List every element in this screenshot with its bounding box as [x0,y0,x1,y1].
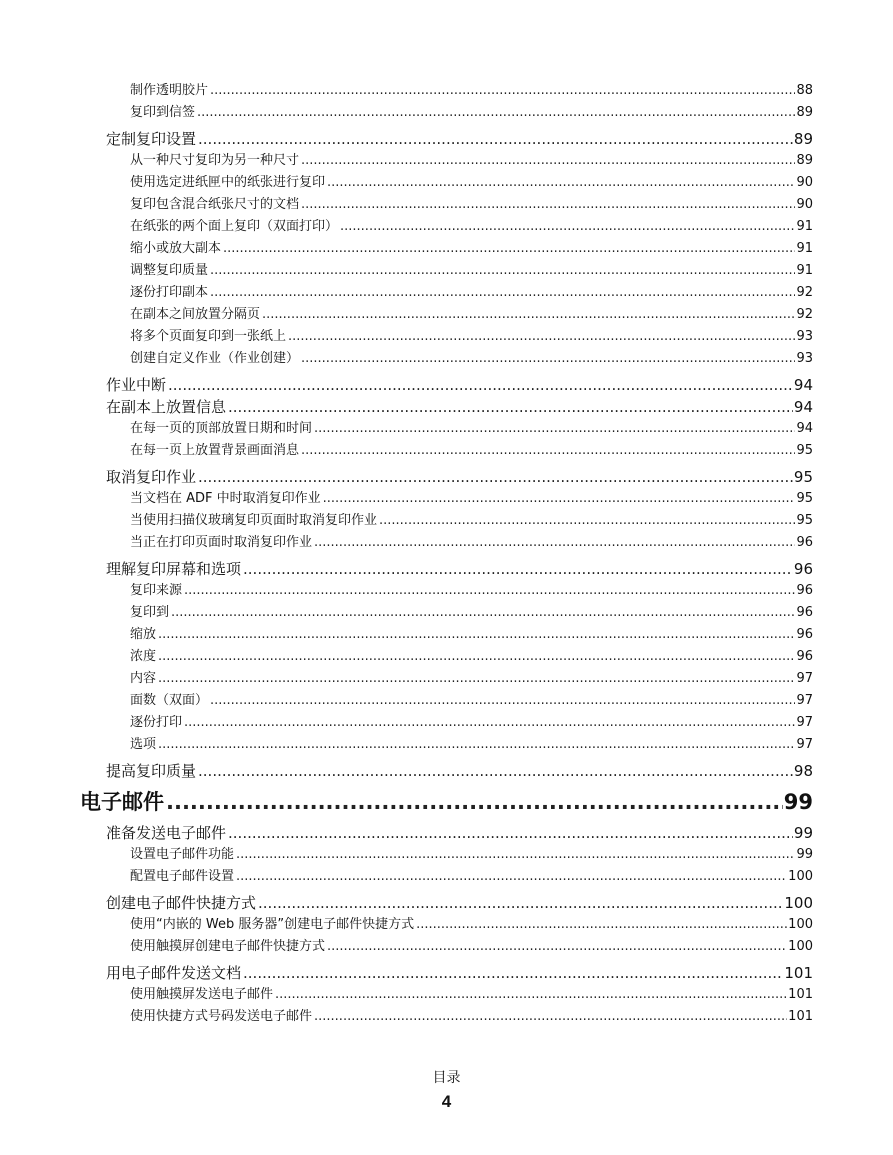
dot-leader [301,194,795,216]
toc-section-entry[interactable] [106,466,813,488]
toc-entry-page-number: 93 [796,329,813,344]
toc-entry-page-number: 91 [796,263,813,278]
toc-entry-page-number: 90 [796,197,813,212]
toc-subsection-entry[interactable] [130,238,813,260]
toc-entry-page-number: 99 [796,847,813,862]
dot-leader [340,216,795,238]
dot-leader [314,418,795,440]
toc-entry-page-number: 99 [783,790,813,814]
dot-leader [158,668,795,690]
footer-page-number: 4 [441,1092,452,1111]
toc-subsection-entry[interactable] [130,150,813,172]
toc-entry-page-number: 95 [796,491,813,506]
toc-entry-title: 使用选定进纸匣中的纸张进行复印 [130,172,327,194]
toc-entry-title: 在副本上放置信息 [106,398,227,416]
toc-entry-title: 缩小或放大副本 [130,238,223,260]
toc-entry-title: 内容 [130,668,158,690]
toc-entry-page-number: 92 [796,285,813,300]
dot-leader [223,238,795,260]
toc-subsection-entry[interactable] [130,866,813,888]
toc-entry-page-number: 89 [796,105,813,120]
dot-leader [158,734,795,756]
toc-entry-title: 定制复印设置 [106,130,197,148]
toc-subsection-entry[interactable] [130,348,813,370]
dot-leader [301,150,795,172]
dot-leader [197,102,795,124]
toc-entry-title: 设置电子邮件功能 [130,844,236,866]
toc-subsection-entry[interactable] [130,418,813,440]
toc-subsection-entry[interactable] [130,326,813,348]
toc-entry-title: 创建电子邮件快捷方式 [106,894,257,912]
toc-subsection-entry[interactable] [130,712,813,734]
toc-entry-page-number: 96 [796,649,813,664]
dot-leader [301,440,795,462]
dot-leader [228,822,793,844]
toc-entry-page-number: 94 [796,421,813,436]
toc-subsection-entry[interactable] [130,734,813,756]
toc-entry-title: 创建自定义作业（作业创建） [130,348,301,370]
toc-entry-title: 使用触摸屏创建电子邮件快捷方式 [130,936,327,958]
toc-entry-title: 从一种尺寸复印为另一种尺寸 [130,150,301,172]
toc-entry-page-number: 100 [784,894,813,912]
toc-entry-page-number: 97 [796,737,813,752]
dot-leader [168,374,793,396]
toc-entry-page-number: 93 [796,351,813,366]
toc-subsection-entry[interactable] [130,102,813,124]
toc-subsection-entry[interactable] [130,984,813,1006]
toc-entry-title: 面数（双面） [130,690,210,712]
toc-subsection-entry[interactable] [130,532,813,554]
toc-entry-page-number: 97 [796,671,813,686]
dot-leader [198,128,793,150]
dot-leader [166,782,783,822]
toc-subsection-entry[interactable] [130,510,813,532]
dot-leader [198,466,793,488]
dot-leader [210,690,795,712]
toc-entry-page-number: 96 [796,605,813,620]
toc-entry-title: 当正在打印页面时取消复印作业 [130,532,314,554]
toc-entry-page-number: 88 [796,83,813,98]
dot-leader [275,984,787,1006]
toc-entry-title: 当使用扫描仪玻璃复印页面时取消复印作业 [130,510,379,532]
dot-leader [314,532,795,554]
dot-leader [243,962,783,984]
toc-entry-page-number: 96 [793,560,813,578]
toc-subsection-entry[interactable] [130,1006,813,1028]
toc-entry-page-number: 97 [796,693,813,708]
toc-entry-title: 复印来源 [130,580,184,602]
toc-entry-page-number: 95 [793,468,813,486]
dot-leader [158,646,795,668]
toc-entry-page-number: 96 [796,627,813,642]
toc-entry-page-number: 101 [784,964,813,982]
toc-entry-title: 调整复印质量 [130,260,210,282]
toc-subsection-entry[interactable] [130,488,813,510]
toc-subsection-entry[interactable] [130,260,813,282]
toc-entry-title: 复印到 [130,602,171,624]
toc-entry-title: 制作透明胶片 [130,80,210,102]
toc-entry-title: 逐份打印 [130,712,184,734]
toc-entry-title: 缩放 [130,624,158,646]
toc-entry-page-number: 97 [796,715,813,730]
toc-section-entry[interactable] [106,374,813,396]
dot-leader [327,172,795,194]
toc-entry-page-number: 100 [788,869,813,884]
toc-subsection-entry[interactable] [130,844,813,866]
toc-subsection-entry[interactable] [130,602,813,624]
toc-entry-title: 取消复印作业 [106,468,197,486]
table-of-contents [0,80,893,1028]
toc-entry-page-number: 100 [788,917,813,932]
dot-leader [258,892,783,914]
dot-leader [323,488,796,510]
toc-entry-title: 提高复印质量 [106,762,197,780]
toc-chapter-entry[interactable] [80,782,813,822]
dot-leader [243,558,793,580]
toc-subsection-entry[interactable] [130,440,813,462]
toc-section-entry[interactable] [106,396,813,418]
toc-entry-title: 将多个页面复印到一张纸上 [130,326,288,348]
toc-entry-page-number: 99 [793,824,813,842]
dot-leader [198,760,793,782]
toc-entry-page-number: 101 [788,1009,813,1024]
dot-leader [262,304,795,326]
toc-subsection-entry[interactable] [130,282,813,304]
toc-subsection-entry[interactable] [130,690,813,712]
toc-entry-title: 使用触摸屏发送电子邮件 [130,984,275,1006]
dot-leader [327,936,787,958]
toc-entry-title: 使用“内嵌的 Web 服务器”创建电子邮件快捷方式 [130,914,416,936]
toc-entry-page-number: 96 [796,535,813,550]
dot-leader [184,580,795,602]
toc-entry-title: 在每一页上放置背景画面消息 [130,440,301,462]
toc-entry-title: 在副本之间放置分隔页 [130,304,262,326]
toc-entry-title: 复印包含混合纸张尺寸的文档 [130,194,301,216]
dot-leader [236,844,795,866]
dot-leader [158,624,795,646]
dot-leader [210,80,795,102]
toc-subsection-entry[interactable] [130,304,813,326]
toc-entry-title: 用电子邮件发送文档 [106,964,242,982]
dot-leader [210,260,795,282]
toc-entry-page-number: 89 [793,130,813,148]
toc-entry-page-number: 90 [796,175,813,190]
dot-leader [236,866,787,888]
toc-entry-title: 复印到信签 [130,102,197,124]
dot-leader [210,282,795,304]
dot-leader [288,326,795,348]
toc-section-entry[interactable] [106,822,813,844]
toc-entry-title: 作业中断 [106,376,167,394]
toc-entry-title: 准备发送电子邮件 [106,824,227,842]
toc-subsection-entry[interactable] [130,172,813,194]
toc-entry-page-number: 94 [793,398,813,416]
toc-entry-page-number: 98 [793,762,813,780]
toc-subsection-entry[interactable] [130,194,813,216]
toc-entry-page-number: 101 [788,987,813,1002]
dot-leader [379,510,795,532]
toc-subsection-entry[interactable] [130,80,813,102]
toc-section-entry[interactable] [106,962,813,984]
toc-entry-title: 逐份打印副本 [130,282,210,304]
toc-subsection-entry[interactable] [130,624,813,646]
toc-entry-title: 配置电子邮件设置 [130,866,236,888]
toc-entry-page-number: 92 [796,307,813,322]
toc-section-entry[interactable] [106,558,813,580]
toc-section-entry[interactable] [106,760,813,782]
toc-subsection-entry[interactable] [130,580,813,602]
toc-subsection-entry[interactable] [130,668,813,690]
toc-entry-page-number: 95 [796,513,813,528]
toc-entry-title: 理解复印屏幕和选项 [106,560,242,578]
toc-entry-title: 选项 [130,734,158,756]
toc-entry-page-number: 95 [796,443,813,458]
toc-entry-page-number: 96 [796,583,813,598]
toc-entry-page-number: 91 [796,219,813,234]
dot-leader [314,1006,787,1028]
toc-subsection-entry[interactable] [130,936,813,958]
dot-leader [416,914,787,936]
toc-entry-title: 在每一页的顶部放置日期和时间 [130,418,314,440]
toc-entry-title: 当文档在 ADF 中时取消复印作业 [130,488,323,510]
dot-leader [228,396,793,418]
footer-section-label: 目录 [432,1070,461,1086]
toc-section-entry[interactable] [106,892,813,914]
toc-entry-page-number: 91 [796,241,813,256]
dot-leader [301,348,795,370]
toc-entry-page-number: 89 [796,153,813,168]
toc-entry-title: 使用快捷方式号码发送电子邮件 [130,1006,314,1028]
toc-subsection-entry[interactable] [130,216,813,238]
dot-leader [184,712,795,734]
toc-subsection-entry[interactable] [130,646,813,668]
toc-entry-title: 浓度 [130,646,158,668]
toc-section-entry[interactable] [106,128,813,150]
toc-entry-title: 电子邮件 [80,782,166,822]
toc-entry-title: 在纸张的两个面上复印（双面打印） [130,216,340,238]
toc-subsection-entry[interactable] [130,914,813,936]
dot-leader [171,602,795,624]
toc-entry-page-number: 94 [793,376,813,394]
toc-entry-page-number: 100 [788,939,813,954]
